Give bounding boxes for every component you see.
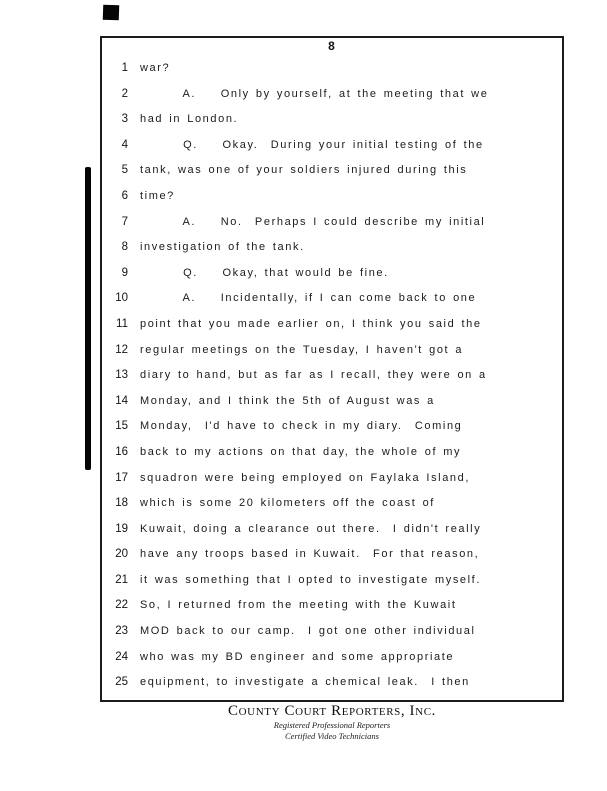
line-number: 7 [121, 215, 128, 228]
transcript-line [102, 338, 562, 364]
transcript-line [102, 210, 562, 236]
reporter-company-name: County Court Reporters, Inc. [228, 703, 436, 719]
transcript-line [102, 235, 562, 261]
transcript-line [102, 414, 562, 440]
transcript-line [102, 466, 562, 492]
line-text: investigation of the tank. [140, 241, 305, 254]
transcript-line [102, 491, 562, 517]
line-number: 8 [121, 241, 128, 254]
transcript-line [102, 158, 562, 184]
line-text: which is some 20 kilometers off the coast of [140, 497, 435, 510]
line-number: 14 [115, 394, 128, 407]
line-text: A. Incidentally, if I can come back to one [140, 292, 477, 305]
line-text: war? [140, 62, 171, 74]
line-number: 2 [121, 87, 128, 100]
line-number: 9 [121, 266, 128, 279]
line-number: 1 [121, 62, 128, 74]
line-text: who was my BD engineer and some appropriate [140, 650, 455, 663]
transcript-line [102, 286, 562, 312]
transcript-line [102, 645, 562, 671]
transcript-line [102, 107, 562, 133]
transcript-line [102, 56, 562, 82]
scan-artifact-bar [85, 167, 91, 470]
line-text: it was something that I opted to investigate myself. [140, 573, 481, 586]
line-text: Monday, and I think the 5th of August was a [140, 394, 435, 407]
transcript-line [102, 312, 562, 338]
line-number: 4 [121, 138, 128, 151]
transcript-line [102, 670, 562, 696]
reporter-subtitle-2: Certified Video Technicians [285, 731, 379, 741]
line-text: MOD back to our camp. I got one other individual [140, 625, 476, 638]
line-text: time? [140, 189, 175, 202]
transcript-line [102, 184, 562, 210]
line-text: have any troops based in Kuwait. For that reason, [140, 548, 480, 561]
transcript-line [102, 363, 562, 389]
transcript-line [102, 261, 562, 287]
reporter-subtitle-1: Registered Professional Reporters [273, 720, 391, 730]
line-number: 25 [115, 676, 128, 689]
line-number: 22 [115, 599, 128, 612]
transcript-line [102, 593, 562, 619]
line-number: 23 [115, 625, 128, 638]
transcript-line [102, 517, 562, 543]
line-number: 18 [115, 497, 128, 510]
line-number: 13 [115, 369, 128, 382]
line-text: had in London. [140, 113, 239, 126]
line-number: 3 [121, 113, 128, 126]
line-text: A. No. Perhaps I could describe my initial [140, 215, 486, 228]
line-text: point that you made earlier on, I think you said the [140, 317, 482, 330]
line-number: 21 [115, 573, 128, 586]
page-number: 8 [328, 39, 336, 53]
line-text: equipment, to investigate a chemical leak. I then [140, 676, 470, 689]
transcript-border-box [100, 36, 564, 702]
line-number: 19 [115, 522, 128, 535]
line-number: 6 [121, 189, 128, 202]
transcript-line [102, 82, 562, 108]
transcript-line [102, 133, 562, 159]
transcript-line [102, 389, 562, 415]
line-number: 16 [115, 445, 128, 458]
transcript-line [102, 568, 562, 594]
reporter-footer [100, 703, 564, 742]
transcript-line [102, 440, 562, 466]
line-number: 17 [115, 471, 128, 484]
line-text: back to my actions on that day, the whole of my [140, 445, 462, 458]
line-text: Q. Okay, that would be fine. [140, 266, 389, 279]
transcript-lines [102, 56, 562, 696]
line-text: regular meetings on the Tuesday, I haven't got a [140, 343, 464, 356]
transcript-line [102, 619, 562, 645]
scan-artifact-square [103, 5, 120, 21]
line-text: Monday, I'd have to check in my diary. Coming [140, 420, 463, 433]
line-number: 20 [115, 548, 128, 561]
line-text: squadron were being employed on Faylaka Island, [140, 471, 471, 484]
line-text: Q. Okay. During your initial testing of the [140, 138, 484, 151]
line-text: diary to hand, but as far as I recall, they were on a [140, 369, 487, 382]
line-number: 10 [115, 292, 128, 305]
line-number: 15 [115, 420, 128, 433]
line-text: Kuwait, doing a clearance out there. I didn't really [140, 522, 482, 535]
line-text: A. Only by yourself, at the meeting that we [140, 87, 489, 100]
line-number: 12 [115, 343, 128, 356]
transcript-line [102, 542, 562, 568]
line-number: 5 [121, 164, 128, 177]
line-number: 11 [116, 317, 128, 330]
line-number: 24 [115, 650, 128, 663]
line-text: So, I returned from the meeting with the Kuwait [140, 599, 457, 612]
line-text: tank, was one of your soldiers injured during this [140, 164, 468, 177]
